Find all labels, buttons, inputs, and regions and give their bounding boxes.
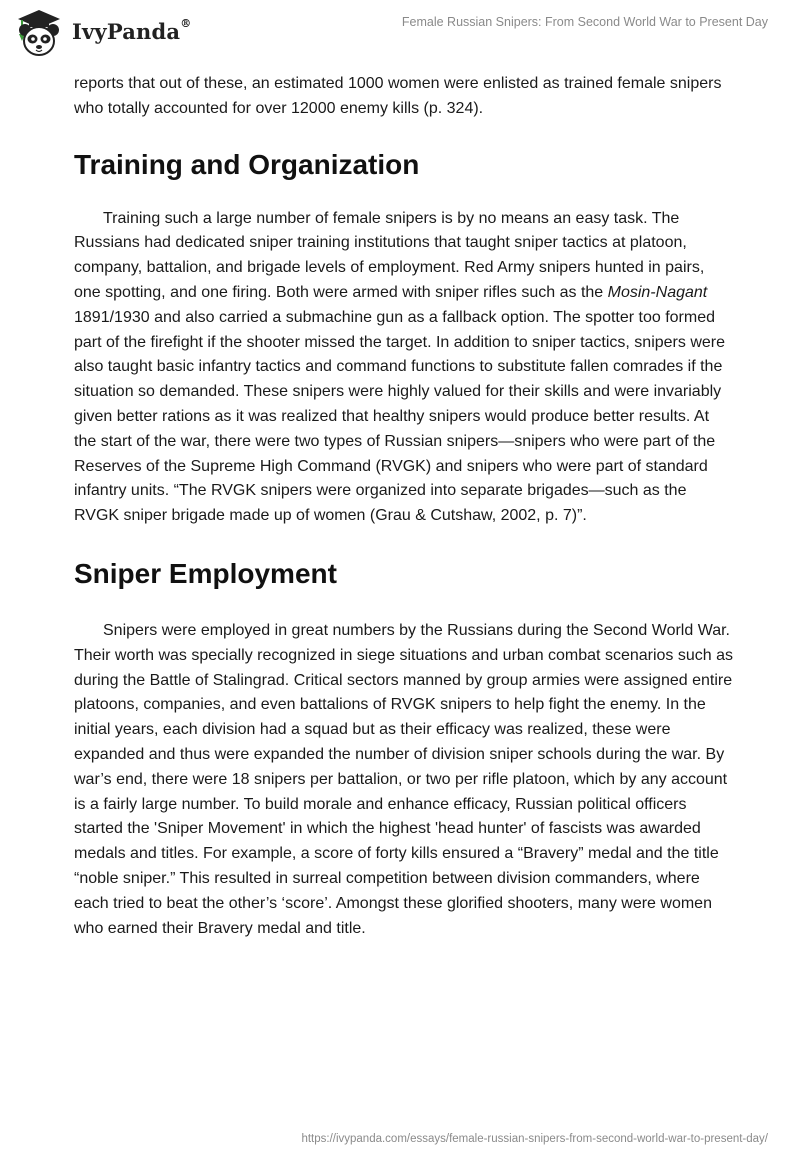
- rifle-name: Mosin-Nagant: [607, 283, 708, 301]
- training-text-part-2: 1891/1930 and also carried a submachine gun as a fallback option. The spotter too formed part of the firefight if the shooter missed the target. In addition to sniper tactics, snipers were also taught basic infantry tactics and command functions to substitute fallen comrades if the situation so demanded. These snipers were highly valued for their skills and were invariably given better rations as it was realized that healthy snipers would produce better results. At the start of the war, there were two types of Russian snipers—snipers who were part of the Reserves of the Supreme High Command (RVGK) and snipers who were part of standard infantry units. “The RVGK snipers were organized into separate brigades—such as the RVGK sniper brigade made up of women (Grau & Cutshaw, 2002, p. 7)”.: [74, 308, 725, 525]
- panda-logo-icon[interactable]: [14, 8, 64, 58]
- page-header: [0, 0, 800, 64]
- heading-sniper-employment: Sniper Employment: [74, 557, 337, 589]
- footer-url[interactable]: https://ivypanda.com/essays/female-russian-snipers-from-second-world-war-to-present-day/: [301, 1133, 768, 1145]
- brand-name[interactable]: IvyPanda®: [72, 17, 192, 44]
- registered-mark: ®: [180, 17, 192, 30]
- paragraph-training: [74, 207, 734, 529]
- training-text-part-1: Training such a large number of female snipers is by no means an easy task. The Russians had dedicated sniper training institutions that taught sniper tactics at platoon, company, battalion, and brigade levels of employment. Red Army snipers hunted in pairs, one spotting, and one firing. Both were armed with sniper rifles such as the: [74, 209, 705, 301]
- intro-paragraph: reports that out of these, an estimated 1000 women were enlisted as trained female snipers who totally accounted for over 12000 enemy kills (p. 324).: [74, 75, 722, 117]
- paragraph-sniper-employment: Snipers were employed in great numbers by the Russians during the Second World War. Their worth was specially recognized in siege situations and urban combat scenarios such as during the Battle of Stalingrad. Critical sectors manned by group armies were assigned entire platoons, companies, and even battalions of RVGK snipers to help fight the enemy. In the initial years, each division had a squad but as their efficacy was realized, these were expanded and thus were expanded the number of division sniper schools during the war. By war’s end, there were 18 snipers per battalion, or two per rifle platoon, which by any account is a fairly large number. To build morale and enhance efficacy, Russian political officers started the 'Sniper Movement' in which the highest 'head hunter' of fascists was awarded medals and titles. For example, a score of forty kills ensured a “Bravery” medal and the title “noble sniper.” This resulted in surreal competition between division commanders, where each tried to beat the other’s ‘score’. Amongst these glorified shooters, many were women who earned their Bravery medal and title.: [74, 621, 734, 937]
- article-body: [74, 72, 734, 941]
- document-title: Female Russian Snipers: From Second World War to Present Day: [401, 15, 768, 29]
- heading-training-organization: Training and Organization: [74, 148, 420, 180]
